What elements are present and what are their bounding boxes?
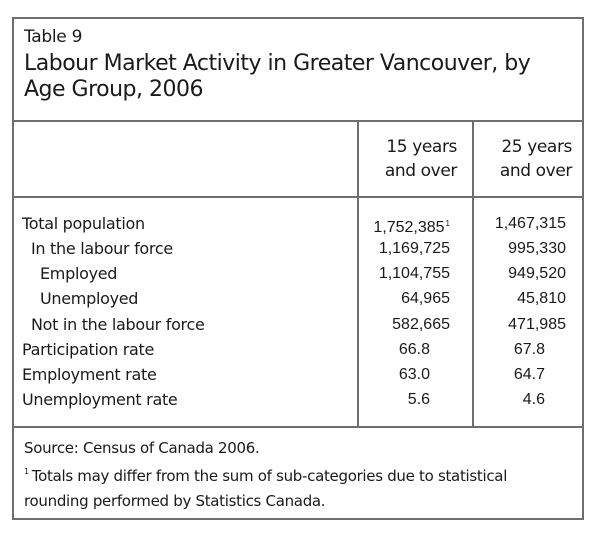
table-row-participation-rate — [14, 337, 582, 362]
row-value-15-plus: 64,965 — [401, 290, 450, 307]
row-value-25-plus: 64.7 — [513, 366, 545, 383]
row-value-25-plus: 45,810 — [517, 290, 566, 307]
row-label: Unemployed — [40, 289, 139, 308]
row-value-25-plus: 1,467,315 — [494, 215, 566, 232]
column-header-25-plus — [459, 135, 572, 183]
row-value-15-plus: 1,169,725 — [378, 240, 450, 257]
row-label: Employment rate — [22, 365, 157, 384]
row-value-15-plus: 63.0 — [398, 366, 430, 383]
divider-header-top — [14, 120, 582, 122]
row-label: Not in the labour force — [31, 315, 205, 334]
row-label: Unemployment rate — [22, 390, 178, 409]
table-row-unemployed — [14, 286, 582, 311]
row-label: Total population — [22, 214, 145, 233]
table-frame — [12, 17, 584, 520]
row-value-25-plus: 949,520 — [508, 265, 566, 282]
column-header-line: and over — [499, 161, 572, 181]
table-footer — [24, 437, 572, 514]
footnote-marker: 1 — [445, 219, 450, 228]
footnote-marker: 1 — [24, 467, 29, 476]
row-value-25-plus: 67.8 — [513, 341, 545, 358]
row-value-15-plus: 582,665 — [392, 316, 450, 333]
row-value-25-plus: 995,330 — [508, 240, 566, 257]
table-label: Table 9 — [24, 27, 83, 47]
footnote — [24, 459, 572, 514]
footnote-text: Totals may differ from the sum of sub-categories due to statistical rounding performed by Statistics Canada. — [24, 467, 508, 510]
row-value-15-plus: 1,752,385$^1$ — [373, 219, 450, 236]
row-value-25-plus: 471,985 — [508, 316, 566, 333]
row-value-25-plus: 4.6 — [522, 391, 545, 408]
table-title: Labour Market Activity in Greater Vancouver, by Age Group, 2006 — [24, 51, 531, 102]
source-note: Source: Census of Canada 2006. — [24, 439, 260, 457]
table-row-not-in-labour-force — [14, 312, 582, 337]
row-value-15-plus: 1,104,755 — [378, 265, 450, 282]
divider-footer-top — [14, 426, 582, 428]
table-row-total-population — [14, 211, 582, 236]
column-header-15-plus — [344, 135, 457, 183]
row-label: Employed — [40, 264, 118, 283]
table-row-labour-force — [14, 236, 582, 261]
table-row-unemployment-rate — [14, 387, 582, 412]
column-header-line: 15 years — [386, 137, 457, 157]
table-title-block — [14, 19, 582, 121]
divider-header-bottom — [14, 196, 582, 198]
row-label: Participation rate — [22, 340, 155, 359]
row-label: In the labour force — [31, 239, 173, 258]
column-header-line: 25 years — [501, 137, 572, 157]
row-value-15-plus: 66.8 — [398, 341, 430, 358]
row-value-15-plus: 5.6 — [407, 391, 430, 408]
table-row-employment-rate — [14, 362, 582, 387]
column-header-line: and over — [384, 161, 457, 181]
table-row-employed — [14, 261, 582, 286]
